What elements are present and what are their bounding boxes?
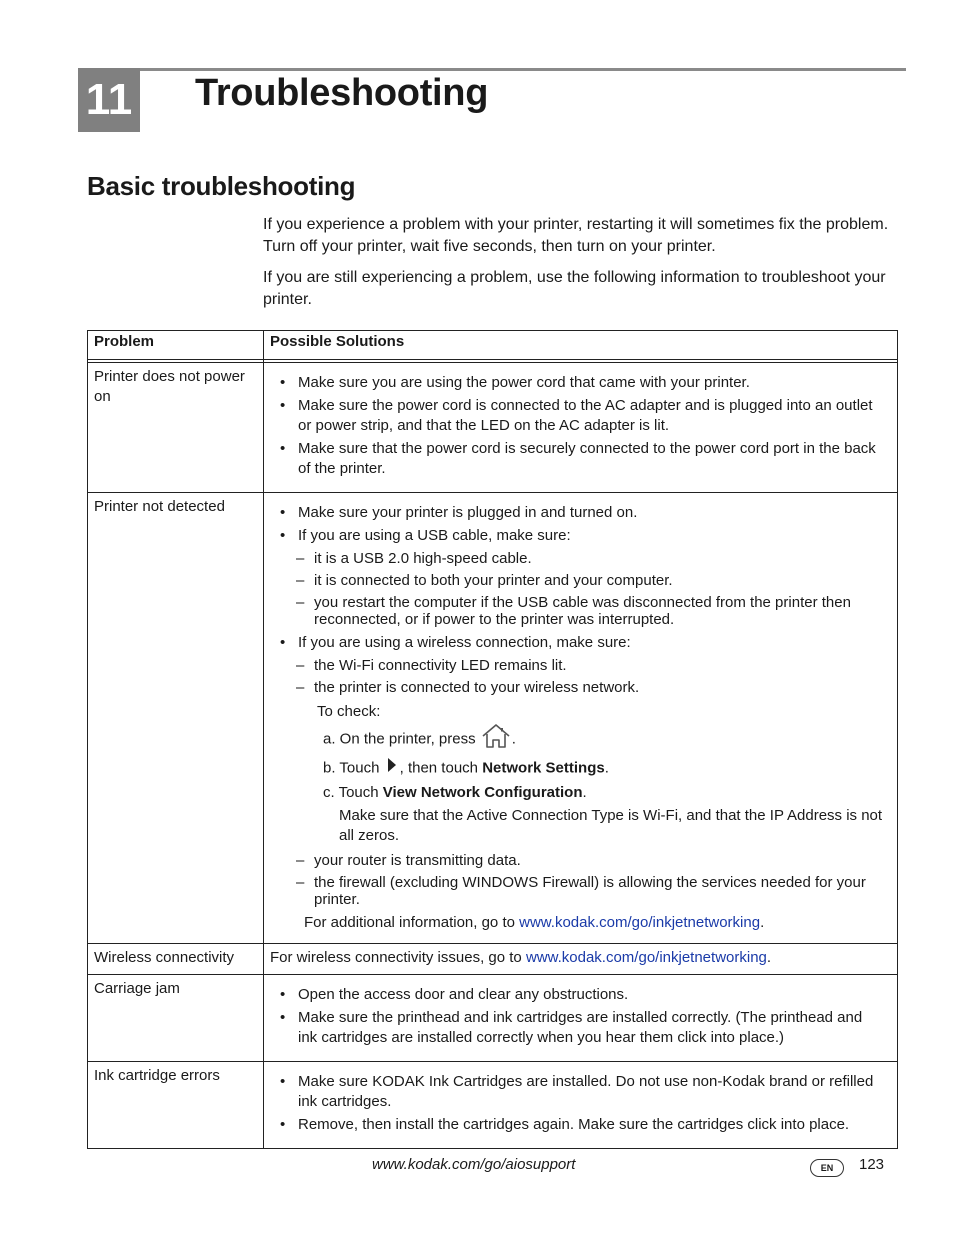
step-note: Make sure that the Active Connection Type is Wi-Fi, and that the IP Address is not all zeros. bbox=[339, 807, 883, 844]
list-item: • Make sure your printer is plugged in and turned on. bbox=[280, 504, 638, 521]
sub-list-item: – the printer is connected to your wireless network. bbox=[296, 679, 640, 696]
problem-cell: Printer not detected bbox=[88, 493, 264, 944]
sub-list-item: – it is a USB 2.0 high-speed cable. bbox=[296, 550, 532, 567]
solution-cell bbox=[264, 1062, 898, 1149]
table-row bbox=[88, 1062, 898, 1149]
list-item: • Make sure you are using the power cord that came with your printer. bbox=[280, 374, 750, 391]
chapter-number: 11 bbox=[78, 68, 140, 132]
table-row bbox=[88, 363, 898, 493]
intro-paragraph: If you experience a problem with your printer, restarting it will sometimes fix the problem. Turn off your printer, wait five seconds, then turn on your printer. bbox=[263, 216, 889, 255]
sub-list-item: – your router is transmitting data. bbox=[296, 852, 521, 869]
list-item: • Remove, then install the cartridges again. Make sure the cartridges click into place. bbox=[280, 1116, 850, 1133]
step-a: a. On the printer, press . bbox=[270, 723, 885, 756]
language-badge: EN bbox=[810, 1159, 844, 1177]
solution-cell bbox=[264, 975, 898, 1062]
problem-cell: Wireless connectivity bbox=[88, 944, 264, 975]
header-problem: Problem bbox=[88, 331, 264, 360]
solution-cell bbox=[264, 493, 898, 944]
chapter-title: Troubleshooting bbox=[195, 72, 489, 114]
list-item: • Make sure the power cord is connected to the AC adapter and is plugged into an outlet or power strip, and that the LED on the AC adapter is lit. bbox=[280, 397, 873, 434]
chapter-rule bbox=[78, 68, 906, 71]
additional-info: For additional information, go to www.kodak.com/go/inkjetnetworking. bbox=[304, 914, 765, 931]
table-row bbox=[88, 493, 898, 944]
solution-cell: For wireless connectivity issues, go to www.kodak.com/go/inkjetnetworking. bbox=[264, 944, 898, 975]
inkjet-networking-link[interactable]: www.kodak.com/go/inkjetnetworking bbox=[519, 914, 761, 931]
footer-url: www.kodak.com/go/aiosupport bbox=[372, 1156, 576, 1173]
section-title: Basic troubleshooting bbox=[87, 171, 356, 201]
page-number: 123 bbox=[859, 1156, 885, 1173]
troubleshooting-table bbox=[87, 330, 898, 1149]
list-item: • Make sure the printhead and ink cartridges are installed correctly. (The printhead and ink cartridges are installed correctly when you hear them click into place.) bbox=[280, 1009, 863, 1046]
table-row bbox=[88, 975, 898, 1062]
table-header-row bbox=[88, 331, 898, 360]
table-row bbox=[88, 944, 898, 975]
intro-paragraph: If you are still experiencing a problem, use the following information to troubleshoot your printer. bbox=[263, 269, 886, 308]
problem-cell: Carriage jam bbox=[88, 975, 264, 1062]
sub-list-item: – it is connected to both your printer and your computer. bbox=[296, 572, 673, 589]
problem-cell: Printer does not power on bbox=[88, 363, 264, 493]
list-item: • Make sure that the power cord is securely connected to the power cord port in the back of the printer. bbox=[280, 440, 876, 477]
sub-list-item: – the Wi-Fi connectivity LED remains lit. bbox=[296, 657, 567, 674]
list-item: • If you are using a wireless connection, make sure: bbox=[280, 634, 631, 651]
home-icon bbox=[480, 723, 512, 756]
header-solutions: Possible Solutions bbox=[264, 331, 898, 360]
right-arrow-icon bbox=[384, 756, 400, 781]
inkjet-networking-link[interactable]: www.kodak.com/go/inkjetnetworking bbox=[525, 949, 767, 966]
problem-cell: Ink cartridge errors bbox=[88, 1062, 264, 1149]
to-check-label: To check: bbox=[317, 703, 381, 720]
sub-list-item: – you restart the computer if the USB cable was disconnected from the printer then reconnected, or if power to the printer was interrupted. bbox=[296, 594, 851, 628]
list-item: • If you are using a USB cable, make sure: bbox=[280, 527, 571, 544]
step-b: b. Touch , then touch Network Settings. bbox=[270, 756, 885, 781]
intro-text bbox=[263, 214, 903, 320]
step-c: c. Touch View Network Configuration. bbox=[323, 784, 587, 801]
solution-cell bbox=[264, 363, 898, 493]
list-item: • Open the access door and clear any obstructions. bbox=[280, 986, 629, 1003]
sub-list-item: – the firewall (excluding WINDOWS Firewall) is allowing the services needed for your printer. bbox=[296, 874, 866, 908]
list-item: • Make sure KODAK Ink Cartridges are installed. Do not use non-Kodak brand or refilled ink cartridges. bbox=[280, 1073, 874, 1110]
